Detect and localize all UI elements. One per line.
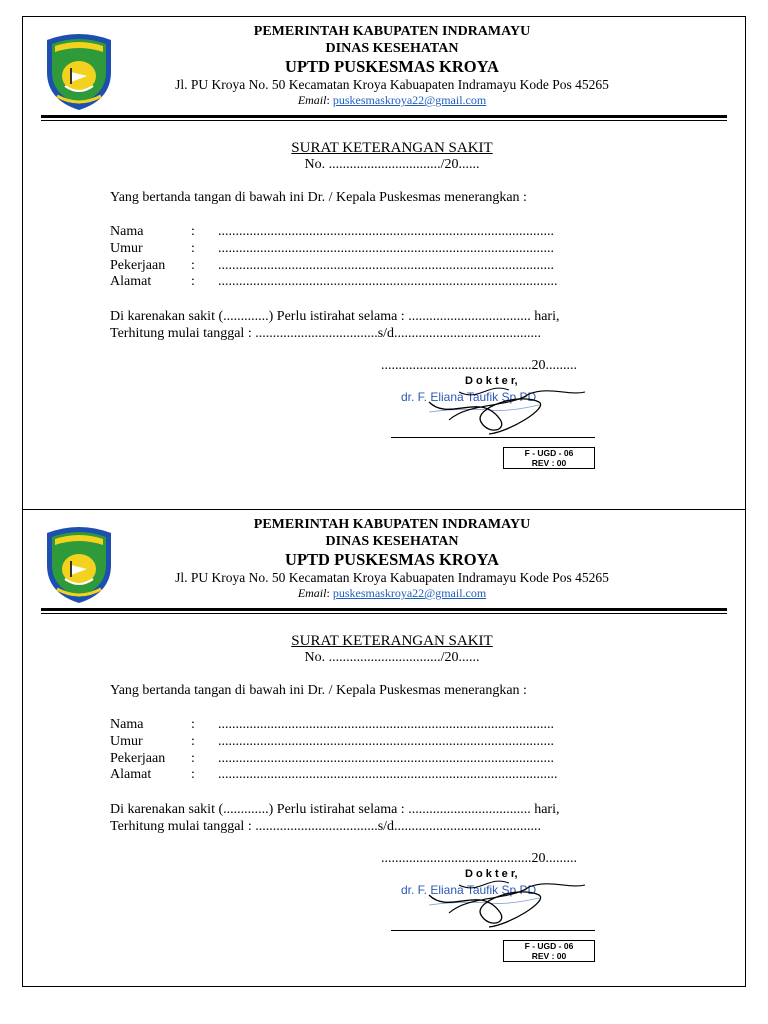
field-label-umur: Umur: [110, 241, 143, 256]
field-label-nama: Nama: [110, 717, 144, 732]
email-link[interactable]: puskesmaskroya22@gmail.com: [332, 93, 487, 107]
header-email-line: Email: puskesmaskroya22@gmail.com: [297, 93, 487, 107]
form-code: F - UGD - 06: [524, 941, 574, 951]
header-clinic: UPTD PUSKESMAS KROYA: [285, 57, 499, 76]
field-colon: :: [191, 734, 195, 749]
field-blank-umur: ................................................................................................: [218, 734, 554, 749]
field-blank-alamat: .................................................................................................: [218, 767, 558, 782]
sick-letter-card-2: [22, 509, 746, 987]
header-rule-thick: [41, 115, 727, 118]
stamp-title: D o k t e r,: [465, 868, 518, 880]
field-blank-nama: ................................................................................................: [218, 224, 554, 239]
sick-leave-line: Di karenakan sakit (.............) Perlu istirahat selama : ................................... hari,: [110, 802, 560, 817]
field-label-alamat: Alamat: [110, 274, 152, 289]
header-rule-thin: [41, 120, 727, 121]
form-revision: REV : 00: [531, 457, 567, 468]
field-colon: :: [191, 751, 195, 766]
date-range-line: Terhitung mulai tanggal : ...................................s/d..........................................: [110, 326, 542, 341]
field-label-nama: Nama: [110, 224, 144, 239]
header-rule-thin: [41, 613, 727, 614]
letter-title: SURAT KETERANGAN SAKIT: [291, 633, 493, 649]
form-code: F - UGD - 06: [524, 448, 574, 458]
field-colon: :: [191, 258, 195, 273]
stamp-title: D o k t e r,: [465, 375, 518, 387]
field-blank-pekerjaan: ................................................................................................: [218, 751, 554, 766]
header-address: Jl. PU Kroya No. 50 Kecamatan Kroya Kabuapaten Indramayu Kode Pos 45265: [175, 77, 609, 92]
header-department: DINAS KESEHATAN: [325, 41, 459, 56]
form-code-box: [503, 940, 595, 962]
field-label-pekerjaan: Pekerjaan: [110, 751, 166, 766]
place-date-line: ...........................................20.........: [381, 851, 577, 866]
field-colon: :: [191, 241, 195, 256]
signature-line: [391, 437, 595, 438]
email-label: Email: [297, 586, 327, 600]
form-revision: REV : 00: [531, 950, 567, 961]
letter-number: No. ................................/20......: [304, 157, 480, 172]
sick-leave-line: Di karenakan sakit (.............) Perlu istirahat selama : ................................... hari,: [110, 309, 560, 324]
field-colon: :: [191, 224, 195, 239]
letter-title: SURAT KETERANGAN SAKIT: [291, 140, 493, 156]
header-clinic: UPTD PUSKESMAS KROYA: [285, 550, 499, 569]
header-email-line: Email: puskesmaskroya22@gmail.com: [297, 586, 487, 600]
letter-intro: Yang bertanda tangan di bawah ini Dr. / Kepala Puskesmas menerangkan :: [110, 683, 527, 698]
email-link[interactable]: puskesmaskroya22@gmail.com: [332, 586, 487, 600]
date-range-line: Terhitung mulai tanggal : ...................................s/d..........................................: [110, 819, 542, 834]
place-date-line: ...........................................20.........: [381, 358, 577, 373]
field-label-pekerjaan: Pekerjaan: [110, 258, 166, 273]
field-colon: :: [191, 274, 195, 289]
letter-intro: Yang bertanda tangan di bawah ini Dr. / Kepala Puskesmas menerangkan :: [110, 190, 527, 205]
sick-letter-card-1: [22, 16, 746, 510]
field-blank-pekerjaan: ................................................................................................: [218, 258, 554, 273]
stamp-doctor-name: dr. F. Eliana Taufik Sp PD: [401, 883, 537, 897]
field-colon: :: [191, 767, 195, 782]
signature-line: [391, 930, 595, 931]
field-blank-nama: ................................................................................................: [218, 717, 554, 732]
field-colon: :: [191, 717, 195, 732]
stamp-doctor-name: dr. F. Eliana Taufik Sp PD: [401, 390, 537, 404]
header-address: Jl. PU Kroya No. 50 Kecamatan Kroya Kabuapaten Indramayu Kode Pos 45265: [175, 570, 609, 585]
letter-number: No. ................................/20......: [304, 650, 480, 665]
header-government: PEMERINTAH KABUPATEN INDRAMAYU: [253, 24, 531, 39]
doctor-signature-stamp: [389, 865, 599, 935]
field-label-alamat: Alamat: [110, 767, 152, 782]
header-government: PEMERINTAH KABUPATEN INDRAMAYU: [253, 517, 531, 532]
field-blank-alamat: .................................................................................................: [218, 274, 558, 289]
form-code-box: [503, 447, 595, 469]
email-label: Email: [297, 93, 327, 107]
field-label-umur: Umur: [110, 734, 143, 749]
doctor-signature-stamp: [389, 372, 599, 442]
header-rule-thick: [41, 608, 727, 611]
field-blank-umur: ................................................................................................: [218, 241, 554, 256]
header-department: DINAS KESEHATAN: [325, 534, 459, 549]
